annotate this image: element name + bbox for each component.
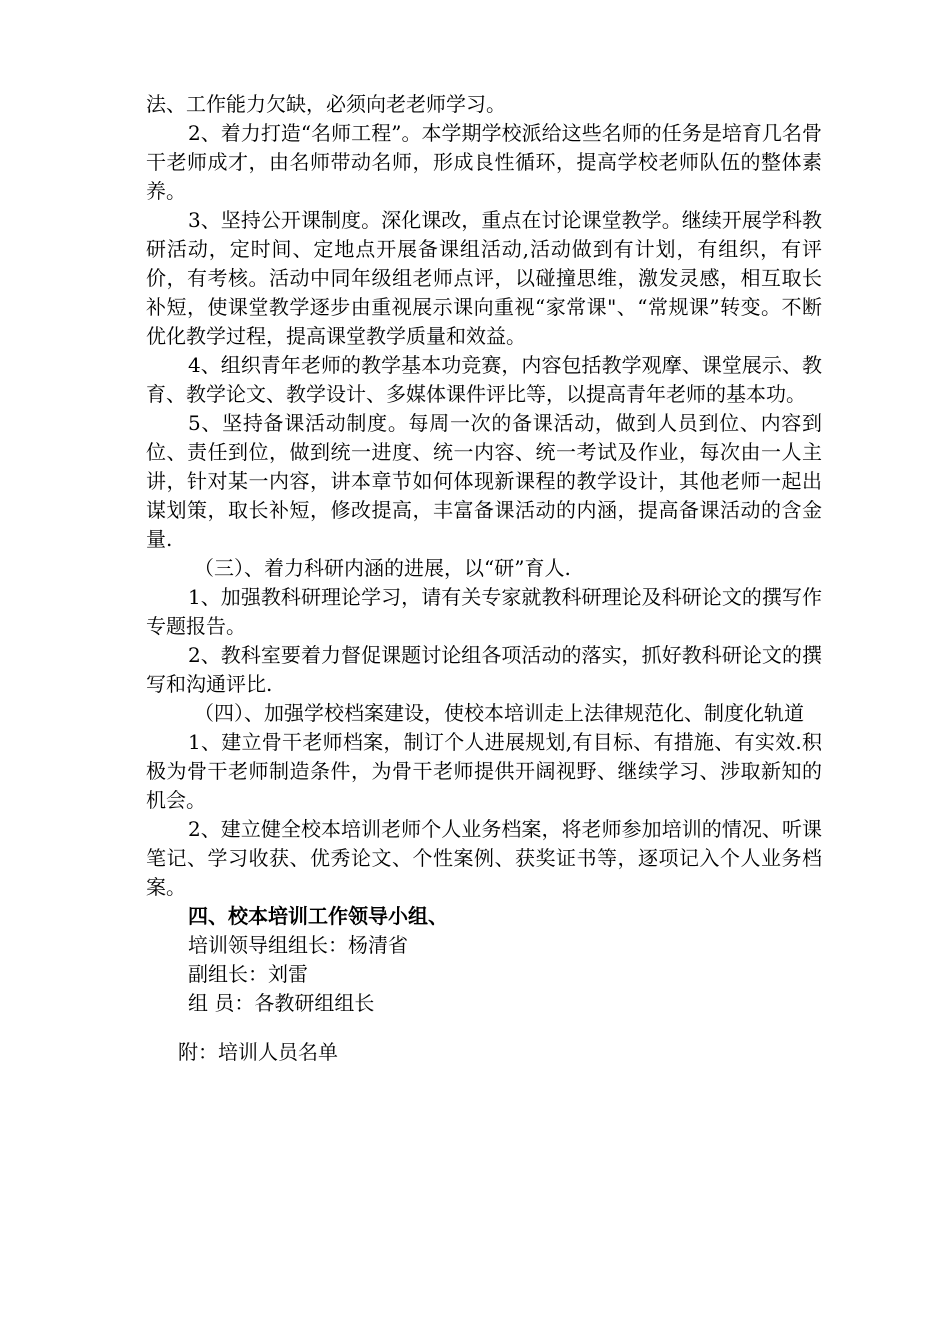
paragraph-research-2: 2、教科室要着力督促课题讨论组各项活动的落实，抓好教科研论文的撰写和沟通评比. [146, 643, 822, 696]
paragraph-archive-1: 1、建立骨干老师档案，制订个人进展规划,有目标、有措施、有实效.积极为骨干老师制造条件，为骨干老师提供开阔视野、继续学习、涉取新知的机会。 [146, 730, 822, 812]
paragraph-archive-2: 2、建立健全校本培训老师个人业务档案，将老师参加培训的情况、听课笔记、学习收获、优秀论文、个性案例、获奖证书等，逐项记入个人业务档案。 [146, 817, 822, 899]
paragraph-research-1: 1、加强教科研理论学习，请有关专家就教科研理论及科研论文的撰写作专题报告。 [146, 585, 822, 638]
leader-line: 培训领导组组长：杨清省 [188, 933, 408, 957]
paragraph-item-5-lesson-prep: 5、坚持备课活动制度。每周一次的备课活动，做到人员到位、内容到位、责任到位，做到统一进度、统一内容、统一考试及作业，每次由一人主讲，针对某一内容，讲本章节如何体现新课程的教学设计，其他老师一起出谋划策，取长补短，修改提高，丰富备课活动的内涵，提高备课活动的含金量. [146, 411, 822, 551]
body-text [146, 90, 822, 1067]
members-line: 组 员：各教研组组长 [188, 991, 375, 1015]
paragraph-item-3-open-class: 3、坚持公开课制度。深化课改，重点在讨论课堂教学。继续开展学科教研活动，定时间、定地点开展备课组活动,活动做到有计划，有组织，有评价，有考核。活动中同年级组老师点评，以碰撞思维，激发灵感，相互取长补短，使课堂教学逐步由重视展示课向重视“家常课"、“常规课”转变。不断优化教学过程，提高课堂教学质量和效益。 [146, 208, 822, 348]
section-heading-3: （三）、着力科研内涵的进展，以“研”育人. [194, 556, 571, 580]
paragraph-item-2-famous-teacher: 2、着力打造“名师工程”。本学期学校派给这些名师的任务是培育几名骨干老师成才，由名师带动名师，形成良性循环，提高学校老师队伍的整体素养。 [146, 121, 822, 203]
attachment-note: 附：培训人员名单 [178, 1040, 338, 1064]
paragraph-item-4-competition: 4、组织青年老师的教学基本功竞赛，内容包括教学观摩、课堂展示、教育、教学论文、教学设计、多媒体课件评比等，以提高青年老师的基本功。 [146, 353, 822, 406]
paragraph-continuation: 法、工作能力欠缺，必须向老老师学习。 [146, 92, 506, 116]
section-heading-4: （四）、加强学校档案建设，使校本培训走上法律规范化、制度化轨道 [194, 701, 804, 725]
deputy-leader-line: 副组长：刘雷 [188, 962, 308, 986]
section-heading-leadership: 四、校本培训工作领导小组、 [188, 904, 448, 928]
